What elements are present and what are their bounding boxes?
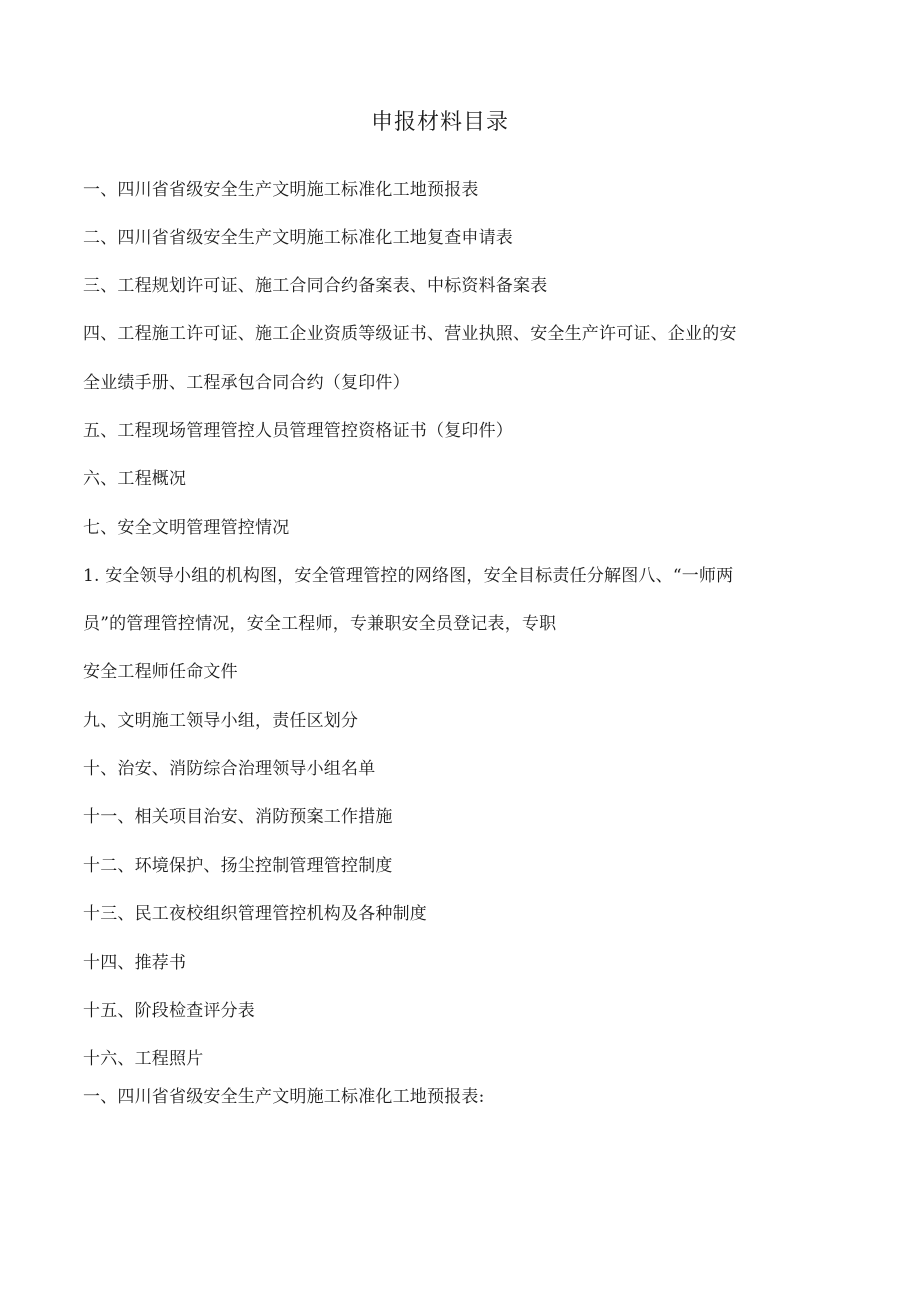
list-item: 三、工程规划许可证、施工合同合约备案表、中标资料备案表 <box>83 276 548 296</box>
list-item: 六、工程概况 <box>83 469 187 489</box>
list-item: 十五、阶段检查评分表 <box>83 1001 255 1021</box>
list-item: 一、四川省省级安全生产文明施工标准化工地预报表 <box>83 180 479 200</box>
list-item: 十二、环境保护、扬尘控制管理管控制度 <box>83 856 393 876</box>
list-item-continuation: 安全工程师任命文件 <box>83 662 238 682</box>
page-title: 申报材料目录 <box>370 110 509 135</box>
list-item: 四、工程施工许可证、施工企业资质等级证书、营业执照、安全生产许可证、企业的安 <box>83 324 737 344</box>
list-item: 五、工程现场管理管控人员管理管控资格证书（复印件） <box>83 421 513 441</box>
list-item-continuation: 员”的管理管控情况，安全工程师，专兼职安全员登记表，专职 <box>83 614 557 634</box>
section-heading: 一、四川省省级安全生产文明施工标准化工地预报表: <box>83 1087 485 1107</box>
list-item: 十三、民工夜校组织管理管控机构及各种制度 <box>83 904 427 924</box>
list-item: 二、四川省省级安全生产文明施工标准化工地复查申请表 <box>83 228 513 248</box>
list-item: 九、文明施工领导小组，责任区划分 <box>83 711 359 731</box>
list-item: 十、治安、消防综合治理领导小组名单 <box>83 759 376 779</box>
list-item: 十一、相关项目治安、消防预案工作措施 <box>83 807 393 827</box>
list-item: 1. 安全领导小组的机构图，安全管理管控的网络图，安全目标责任分解图八、“一师两 <box>83 566 734 586</box>
list-item: 七、安全文明管理管控情况 <box>83 518 290 538</box>
list-item: 十四、推荐书 <box>83 953 187 973</box>
list-item-continuation: 全业绩手册、工程承包合同合约（复印件） <box>83 373 410 393</box>
list-item: 十六、工程照片 <box>83 1049 204 1069</box>
